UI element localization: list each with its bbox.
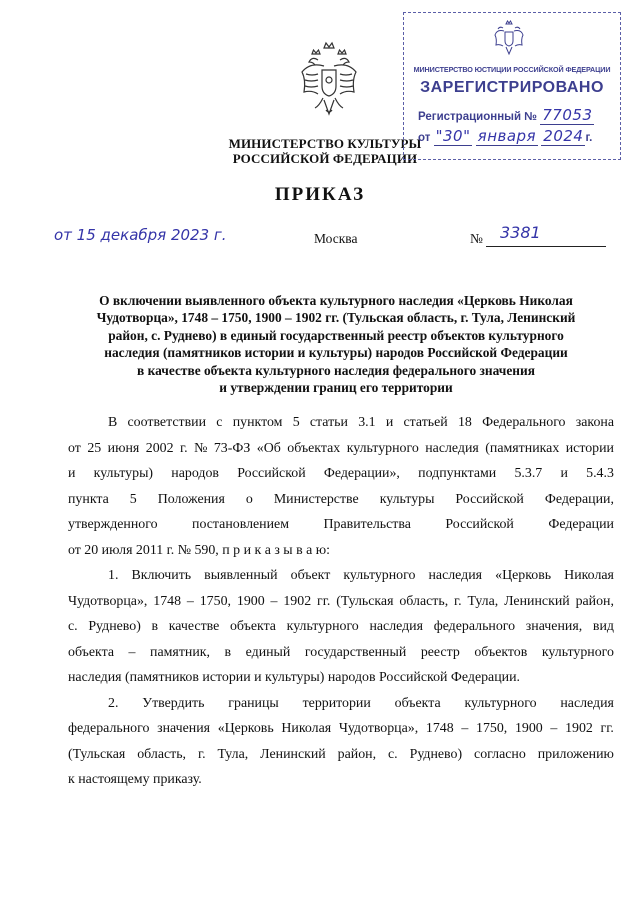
subject-line: Чудотворца», 1748 – 1750, 1900 – 1902 гг. (Тульская область, г. Тула, Ленинский <box>96 310 576 326</box>
order-number: 3381 <box>500 223 541 242</box>
stamp-reg-label: Регистрационный № <box>418 111 538 123</box>
stamp-date-day: "30" <box>435 127 471 145</box>
body-line: федерального значения «Церковь Николая Чудотворца», 1748 – 1750, 1900 – 1902 гг. <box>68 721 614 736</box>
stamp-organization: МИНИСТЕРСТВО ЮСТИЦИИ РОССИЙСКОЙ ФЕДЕРАЦИИ <box>413 65 611 74</box>
body-line: 1. Включить выявленный объект культурного наследия «Церковь Николая <box>108 568 614 583</box>
order-subject <box>56 292 616 396</box>
body-line: (Тульская область, г. Тула, Ленинский район, с. Руднево) согласно приложению <box>68 746 614 762</box>
body-line: Чудотворца», 1748 – 1750, 1900 – 1902 гг. (Тульская область, г. Тула, Ленинский район, <box>68 593 614 609</box>
order-number-label: № <box>470 231 483 246</box>
order-date: от 15 декабря 2023 г. <box>54 226 227 244</box>
stamp-coat-of-arms-icon <box>494 19 524 57</box>
body-line: от 20 июля 2011 г. № 590, п р и к а з ы в а ю: <box>68 542 331 558</box>
ministry-line-1: МИНИСТЕРСТВО КУЛЬТУРЫ <box>228 136 422 151</box>
registration-stamp <box>403 12 621 160</box>
stamp-date-year: 2024 <box>543 127 584 145</box>
subject-line: О включении выявленного объекта культурного наследия «Церковь Николая <box>99 293 573 308</box>
order-city: Москва <box>314 231 358 246</box>
subject-line: в качестве объекта культурного наследия федерального значения <box>137 362 535 378</box>
body-line: утвержденного постановлением Правительства Российской Федерации <box>68 517 614 532</box>
body-line: 2. Утвердить границы территории объекта культурного наследия <box>108 695 614 711</box>
body-line: наследия (памятников истории и культуры) народов Российской Федерации. <box>68 670 520 685</box>
stamp-date-row <box>418 127 614 145</box>
stamp-reg-number: 77053 <box>542 106 593 124</box>
stamp-date-suffix: г. <box>585 132 593 144</box>
stamp-registered-label: ЗАРЕГИСТРИРОВАНО <box>420 79 604 96</box>
stamp-registration-number-row <box>418 106 614 124</box>
body-line: и культуры) народов Российской Федерации», подпунктами 5.3.7 и 5.4.3 <box>68 466 614 481</box>
body-line: В соответствии с пунктом 5 статьи 3.1 и статьей 18 Федерального закона <box>108 415 614 430</box>
body-line: объекта – памятник, в единый государственный реестр объектов культурного <box>68 644 614 660</box>
body-line: с. Руднево) в качестве объекта культурного наследия федерального значения, вид <box>68 619 614 634</box>
stamp-date-prefix: от <box>418 132 431 144</box>
body-line: от 25 июня 2002 г. № 73-ФЗ «Об объектах культурного наследия (памятниках истории <box>68 440 614 456</box>
body-line: к настоящему приказу. <box>68 772 202 787</box>
subject-line: и утверждении границ его территории <box>219 380 453 396</box>
document-title: ПРИКАЗ <box>274 184 366 205</box>
body-line: пункта 5 Положения о Министерстве культуры Российской Федерации, <box>68 491 614 507</box>
ministry-line-2: РОССИЙСКОЙ ФЕДЕРАЦИИ <box>232 151 418 166</box>
subject-line: район, с. Руднево) в единый государственный реестр объектов культурного <box>108 327 564 343</box>
coat-of-arms-icon <box>298 40 360 126</box>
subject-line: наследия (памятников истории и культуры) народов Российской Федерации <box>104 345 568 361</box>
stamp-date-month: января <box>477 127 537 145</box>
order-body <box>68 410 614 793</box>
